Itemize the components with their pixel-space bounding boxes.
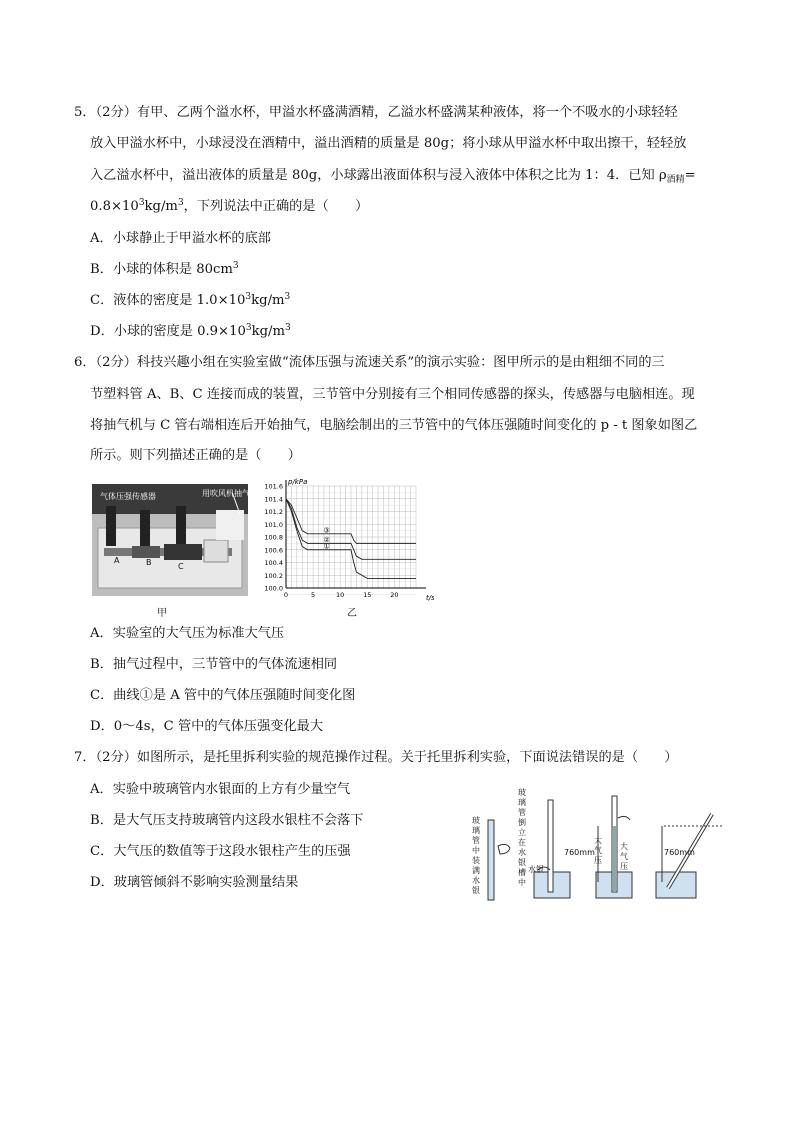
tube-c-label: C [178, 562, 184, 571]
q5-line-4: $0.8\times 10^3kg/m^3$，下列说法中正确的是（ ） [90, 198, 369, 214]
y-tick-label: 100.6 [264, 546, 283, 555]
pt-chart-svg [252, 476, 434, 606]
figure-jia-caption: 甲 [157, 608, 167, 619]
x-axis-label: t/s [426, 594, 434, 602]
q6-option-a: A．实验室的大气压为标准大气压 [90, 626, 285, 641]
q7-option-b: B．是大气压支持玻璃管内这段水银柱不会落下 [90, 813, 364, 828]
blower-label: 用吹风机抽气 [202, 489, 250, 498]
y-tick-label: 100.8 [264, 533, 283, 542]
y-tick-label: 100.2 [264, 571, 283, 580]
x-tick-label: 5 [311, 591, 316, 599]
q6-line-1: 6．（2分）科技兴趣小组在实验室做“流体压强与流速关系”的演示实验：图甲所示的是由粗细不同的三 [74, 355, 665, 370]
tube-b-label: B [146, 558, 152, 567]
label-atmospheric-pressure-2: 大气压 [620, 842, 628, 871]
series-label-1: ① [323, 542, 330, 551]
y-tick-label: 100.4 [264, 559, 283, 567]
q5-option-b: B．小球的体积是 $80cm^3$ [90, 261, 239, 277]
figure-jia-photo [92, 484, 248, 596]
y-tick-label: 101.2 [264, 508, 283, 516]
y-tick-label: 100.0 [264, 584, 283, 593]
y-tick-label: 101.4 [264, 495, 283, 504]
tube-a-label: A [114, 556, 120, 565]
q6-line-2: 节塑料管 A、B、C 连接而成的装置，三节管中分别接有三个相同传感器的探头，传感器与电脑相连。现 [90, 387, 695, 402]
sensor-label: 气体压强传感器 [100, 492, 156, 501]
q7-option-a: A．实验中玻璃管内水银面的上方有少量空气 [90, 782, 351, 797]
q5-option-c: C．液体的密度是 $1.0\times 10^3kg/m^3$ [90, 292, 291, 308]
torricelli-figure [468, 786, 728, 914]
q7-line-1: 7．（2分）如图所示，是托里拆利实验的规范操作过程。关于托里拆利实验，下面说法错误的是（ ） [74, 750, 678, 765]
x-tick-label: 15 [363, 591, 372, 599]
q6-option-b: B．抽气过程中，三节管中的气体流速相同 [90, 657, 338, 672]
label-mercury: 水银 [528, 865, 544, 874]
q5-option-d: D．小球的密度是 $0.9\times 10^3kg/m^3$ [90, 323, 291, 339]
label-atmospheric-pressure-1: 大气压 [594, 836, 602, 865]
q5-line-1: 5．（2分）有甲、乙两个溢水杯，甲溢水杯盛满酒精，乙溢水杯盛满某种液体，将一个不吸水的小球轻轻 [74, 105, 678, 120]
q7-option-d: D．玻璃管倾斜不影响实验测量结果 [90, 875, 299, 890]
series-label-3: ③ [323, 526, 330, 535]
label-760mm-1: 760mm [564, 848, 595, 857]
q5-option-a: A．小球静止于甲溢水杯的底部 [90, 231, 271, 246]
q6-option-d: D．0～4s，C 管中的气体压强变化最大 [90, 719, 324, 734]
x-tick-label: 20 [390, 591, 399, 599]
q5-line-2: 放入甲溢水杯中，小球浸没在酒精中，溢出酒精的质量是 80g；将小球从甲溢水杯中取出擦干，轻轻放 [90, 136, 687, 151]
figure-yi-chart [252, 476, 434, 606]
x-tick-label: 0 [283, 591, 289, 599]
series-label-2: ② [323, 535, 330, 544]
label-invert-tube: 玻璃管倒立在水银槽中 [518, 788, 526, 887]
q7-option-c: C．大气压的数值等于这段水银柱产生的压强 [90, 844, 351, 859]
figure-yi-caption: 乙 [347, 608, 357, 619]
q6-line-4: 所示。则下列描述正确的是（ ） [90, 448, 301, 463]
y-axis-label: p/kPa [288, 478, 308, 486]
label-fill-mercury: 玻璃管中装满水银 [472, 816, 480, 895]
label-760mm-2: 760mm [664, 848, 695, 857]
q5-line-3: 入乙溢水杯中，溢出液体的质量是 80g，小球露出液面体积与浸入液体中体积之比为 1：4．已知 $\rho_{酒精}=$ [90, 168, 696, 185]
q6-option-c: C．曲线①是 A 管中的气体压强随时间变化图 [90, 688, 356, 703]
y-tick-label: 101.6 [264, 482, 283, 491]
x-tick-label: 10 [336, 591, 345, 599]
y-tick-label: 101.0 [264, 520, 283, 529]
q6-line-3: 将抽气机与 C 管右端相连后开始抽气，电脑绘制出的三节管中的气体压强随时间变化的 p - t 图象如图乙 [90, 418, 698, 433]
